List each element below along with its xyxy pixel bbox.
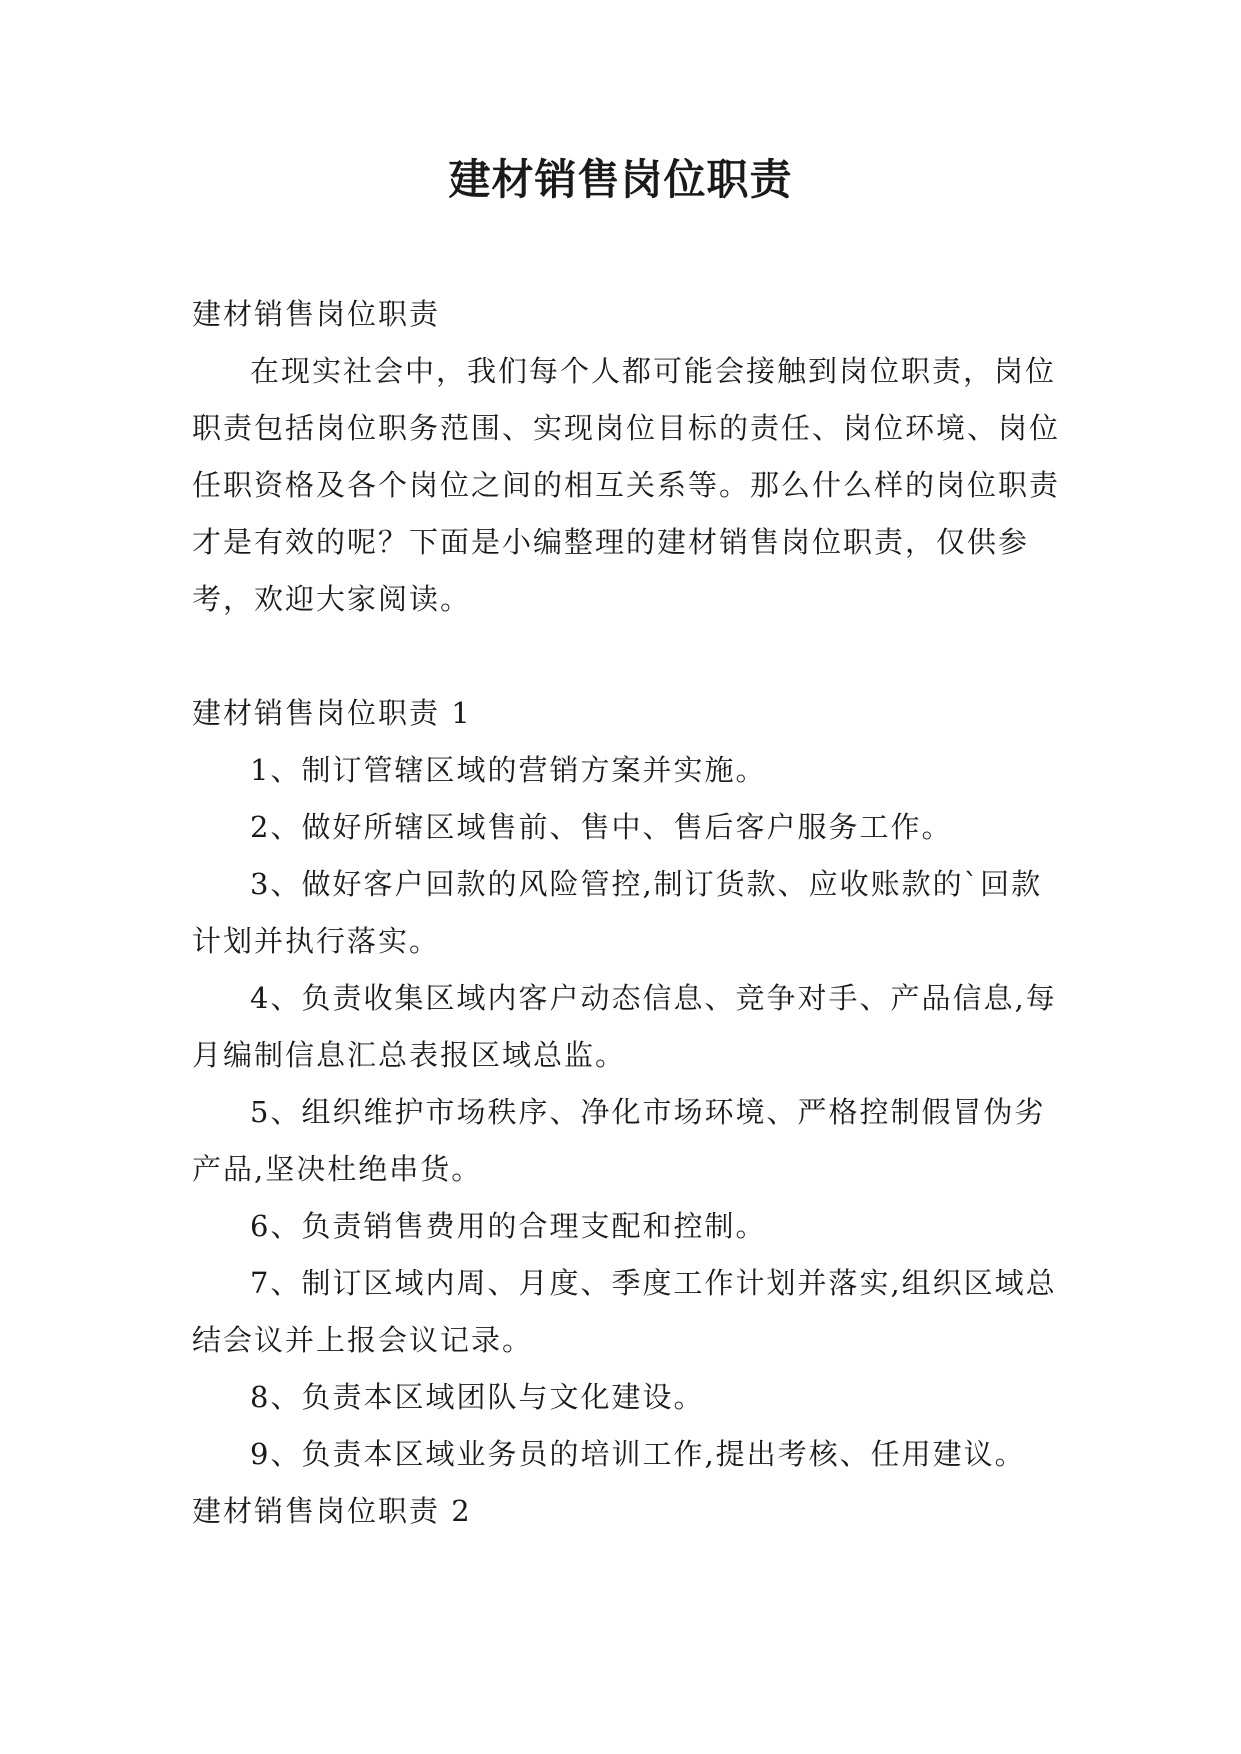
list-item: 8、负责本区域团队与文化建设。: [250, 1380, 705, 1414]
paragraph-gap: [192, 628, 1062, 685]
document-subtitle: 建材销售岗位职责: [192, 297, 441, 331]
list-item: 3、做好客户回款的风险管控,制订货款、应收账款的`回款计划并执行落实。: [192, 867, 1043, 958]
section1-heading: 建材销售岗位职责 1: [192, 696, 472, 730]
list-item: 4、负责收集区域内客户动态信息、竞争对手、产品信息,每月编制信息汇总表报区域总监。: [192, 981, 1057, 1072]
list-item: 6、负责销售费用的合理支配和控制。: [250, 1209, 767, 1243]
document-body: [192, 286, 1062, 1540]
section2-heading: 建材销售岗位职责 2: [192, 1494, 472, 1528]
list-item: 2、做好所辖区域售前、售中、售后客户服务工作。: [250, 810, 953, 844]
list-item: 5、组织维护市场秩序、净化市场环境、严格控制假冒伪劣产品,坚决杜绝串货。: [192, 1095, 1046, 1186]
list-item: 9、负责本区域业务员的培训工作,提出考核、任用建议。: [250, 1437, 1026, 1471]
intro-paragraph: 在现实社会中，我们每个人都可能会接触到岗位职责，岗位职责包括岗位职务范围、实现岗位目标的责任、岗位环境、岗位任职资格及各个岗位之间的相互关系等。那么什么样的岗位职责才是有效的呢？下面是小编整理的建材销售岗位职责，仅供参考，欢迎大家阅读。: [192, 354, 1061, 616]
document-title: 建材销售岗位职责: [448, 155, 793, 204]
list-item: 1、制订管辖区域的营销方案并实施。: [250, 753, 767, 787]
list-item: 7、制订区域内周、月度、季度工作计划并落实,组织区域总结会议并上报会议记录。: [192, 1266, 1057, 1357]
